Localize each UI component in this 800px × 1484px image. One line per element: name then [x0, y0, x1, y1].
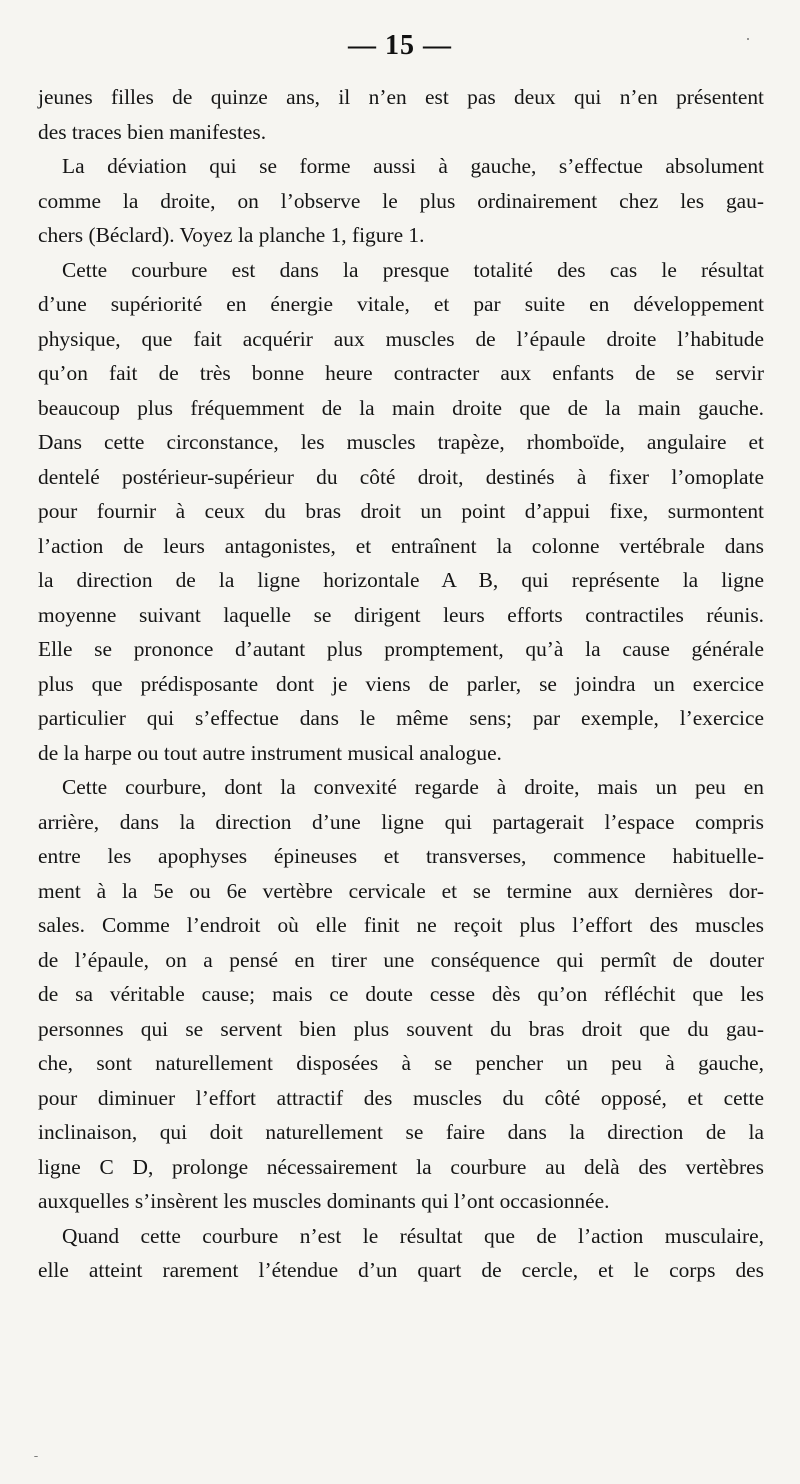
text-line: personnes qui se servent bien plus souvent du bras droit que du gau-	[38, 1016, 764, 1041]
text-line: physique, que fait acquérir aux muscles de l’épaule droite l’habitude	[38, 326, 764, 351]
text-line: d’une supériorité en énergie vitale, et par suite en développement	[38, 292, 764, 316]
text-line: moyenne suivant laquelle se dirigent leurs efforts contractiles réunis.	[38, 602, 764, 627]
speck	[34, 1456, 38, 1457]
text-line: ligne C D, prolonge nécessairement la courbure au delà des vertèbres	[38, 1154, 764, 1179]
text-line: Elle se prononce d’autant plus promptement, qu’à la cause générale	[38, 637, 764, 661]
text-line: pour fournir à ceux du bras droit un point d’appui fixe, surmontent	[38, 499, 764, 523]
text-line: beaucoup plus fréquemment de la main droite que de la main gauche.	[38, 395, 764, 420]
text-line: sales. Comme l’endroit où elle finit ne reçoit plus l’effort des muscles	[38, 913, 764, 937]
text-line: arrière, dans la direction d’une ligne qui partagerait l’espace compris	[38, 809, 764, 834]
text-line: des traces bien manifestes.	[38, 119, 267, 144]
text-line: dentelé postérieur-supérieur du côté droit, destinés à fixer l’omoplate	[38, 464, 764, 489]
speck	[747, 38, 749, 40]
text-line: ment à la 5e ou 6e vertèbre cervicale et se termine aux dernières dor-	[38, 878, 764, 903]
text-line: l’action de leurs antagonistes, et entraînent la colonne vertébrale dans	[38, 533, 764, 558]
text-line: plus que prédisposante dont je viens de parler, se joindra un exercice	[38, 671, 764, 696]
text-line: de sa véritable cause; mais ce doute cesse dès qu’on réfléchit que les	[38, 982, 764, 1006]
text-line: de la harpe ou tout autre instrument musical analogue.	[38, 740, 502, 765]
text-line: jeunes filles de quinze ans, il n’en est pas deux qui n’en présentent	[38, 85, 764, 109]
body-text	[38, 80, 764, 1288]
text-line: particulier qui s’effectue dans le même sens; par exemple, l’exercice	[38, 706, 764, 730]
text-line: la direction de la ligne horizontale A B, qui représente la ligne	[38, 568, 764, 592]
text-line: auxquelles s’insèrent les muscles dominants qui l’ont occasionnée.	[38, 1189, 610, 1213]
page-number: — 15 —	[348, 30, 452, 61]
text-line: comme la droite, on l’observe le plus ordinairement chez les gau-	[38, 188, 764, 213]
text-line: pour diminuer l’effort attractif des muscles du côté opposé, et cette	[38, 1085, 764, 1110]
text-line: chers (Béclard). Voyez la planche 1, figure 1.	[38, 223, 425, 247]
text-line: inclinaison, qui doit naturellement se faire dans la direction de la	[38, 1120, 764, 1144]
text-line: de l’épaule, on a pensé en tirer une conséquence qui permît de douter	[38, 947, 764, 972]
text-line: elle atteint rarement l’étendue d’un quart de cercle, et le corps des	[38, 1258, 764, 1282]
text-line: Cette courbure, dont la convexité regarde à droite, mais un peu en	[62, 775, 764, 799]
text-line: La déviation qui se forme aussi à gauche, s’effectue absolument	[62, 154, 764, 178]
text-line: qu’on fait de très bonne heure contracter aux enfants de se servir	[38, 361, 764, 385]
text-line: che, sont naturellement disposées à se pencher un peu à gauche,	[38, 1051, 764, 1075]
text-line: Dans cette circonstance, les muscles trapèze, rhomboïde, angulaire et	[38, 430, 764, 454]
text-line: entre les apophyses épineuses et transverses, commence habituelle-	[38, 844, 764, 868]
text-line: Quand cette courbure n’est le résultat que de l’action musculaire,	[62, 1223, 764, 1248]
text-line: Cette courbure est dans la presque totalité des cas le résultat	[62, 257, 764, 282]
